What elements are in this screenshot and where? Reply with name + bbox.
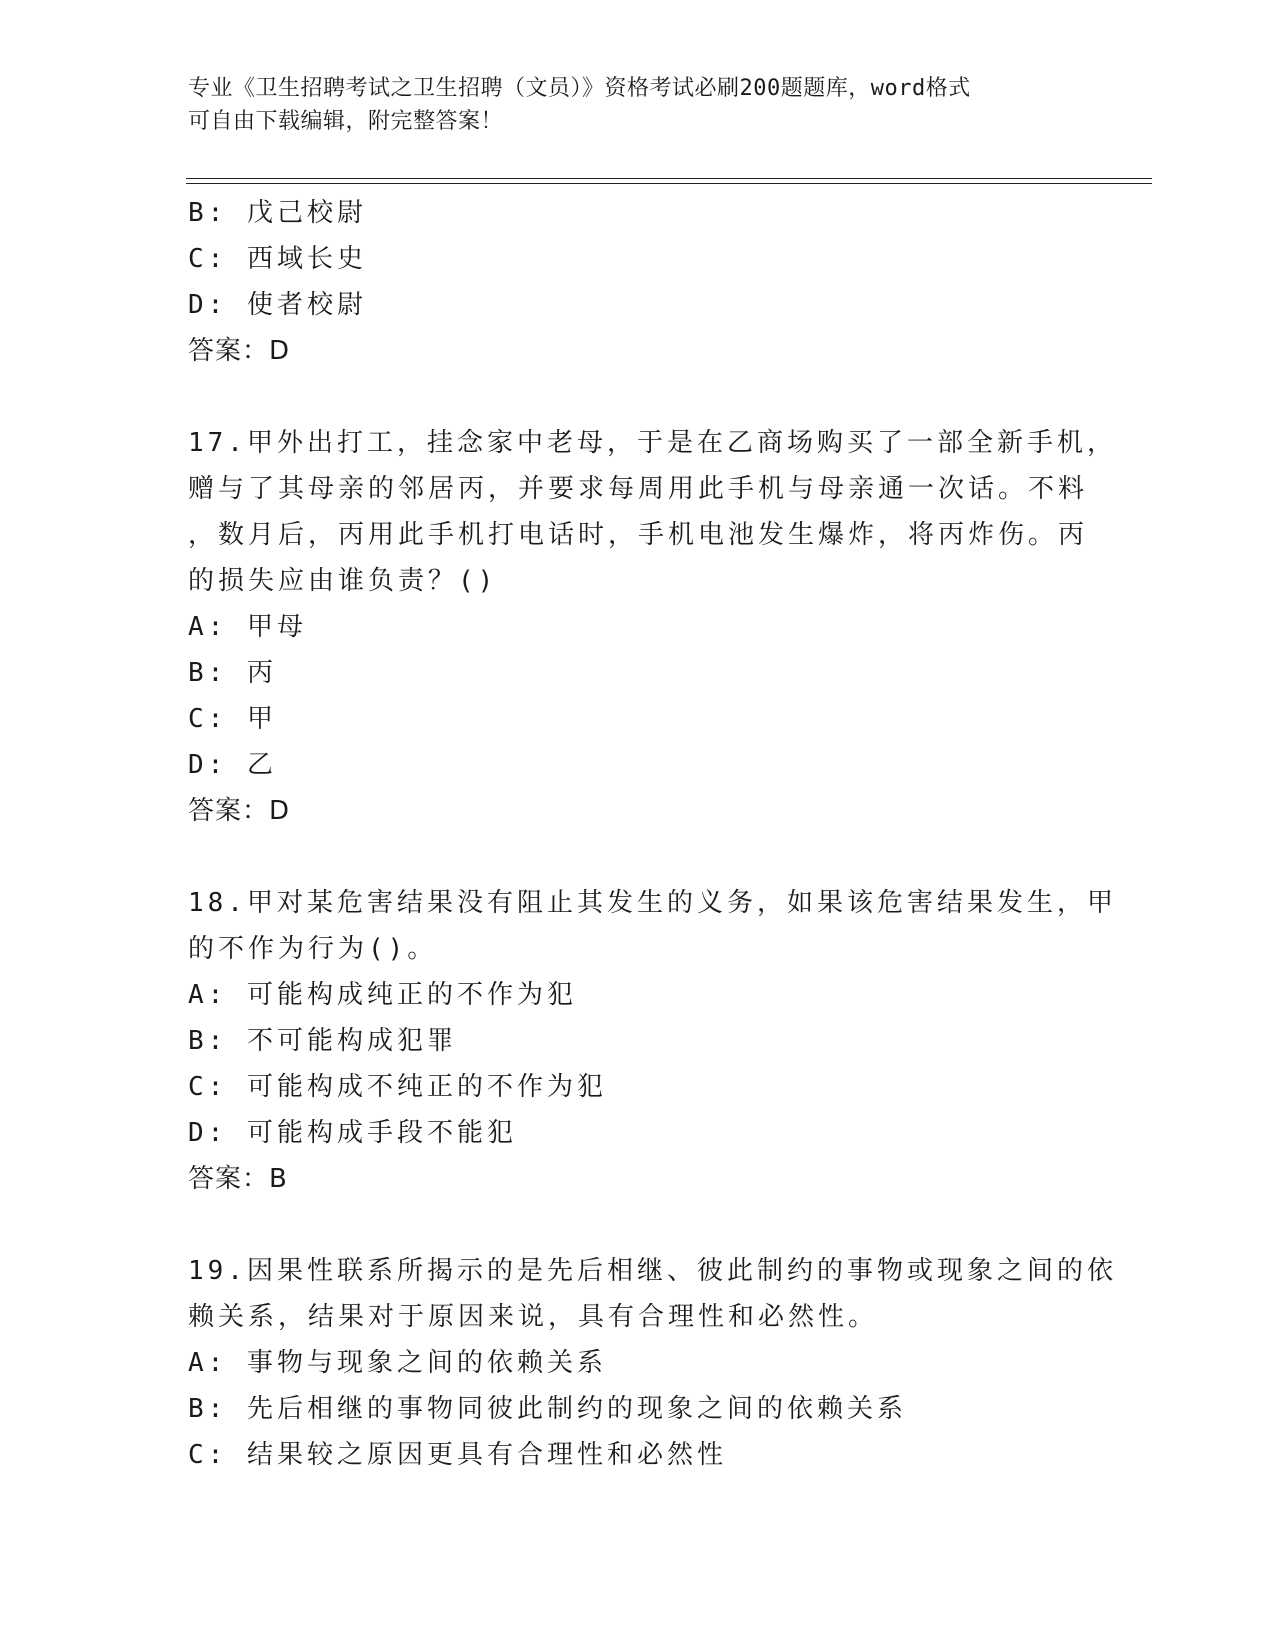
question-19 (188, 1248, 1117, 1478)
question-list (188, 190, 1117, 1478)
option-d: D: 使者校尉 (188, 290, 367, 320)
question-text-line: 赠与了其母亲的邻居丙，并要求每周用此手机与母亲通一次话。不料 (188, 474, 1089, 504)
option-d: D: 可能构成手段不能犯 (188, 1118, 517, 1148)
option-c: C: 甲 (188, 704, 277, 734)
option-b: B: 不可能构成犯罪 (188, 1026, 457, 1056)
option-a: A: 甲母 (188, 612, 307, 642)
spacer (188, 1202, 1088, 1248)
document-header (188, 72, 1068, 138)
option-c: C: 西域长史 (188, 244, 367, 274)
question-18 (188, 880, 1117, 1202)
option-a: A: 可能构成纯正的不作为犯 (188, 980, 577, 1010)
option-a: A: 事物与现象之间的依赖关系 (188, 1348, 607, 1378)
option-c: C: 结果较之原因更具有合理性和必然性 (188, 1440, 727, 1470)
question-text-line: 17.甲外出打工，挂念家中老母，于是在乙商场购买了一部全新手机， (188, 428, 1117, 458)
question-text-line: 19.因果性联系所揭示的是先后相继、彼此制约的事物或现象之间的依 (188, 1256, 1117, 1286)
header-line-2: 可自由下载编辑，附完整答案！ (188, 109, 504, 134)
answer-line: 答案：D (188, 336, 291, 366)
question-text-line: 赖关系，结果对于原因来说，具有合理性和必然性。 (188, 1302, 879, 1332)
answer-line: 答案：D (188, 796, 291, 826)
option-b: B: 先后相继的事物同彼此制约的现象之间的依赖关系 (188, 1394, 907, 1424)
spacer (188, 374, 1088, 420)
question-text-line: ，数月后，丙用此手机打电话时，手机电池发生爆炸，将丙炸伤。丙 (188, 520, 1089, 550)
header-divider-bottom (186, 183, 1152, 184)
question-text-line: 的损失应由谁负责？() (188, 566, 498, 596)
header-line-1: 专业《卫生招聘考试之卫生招聘（文员）》资格考试必刷200题题库，word格式 (188, 76, 971, 101)
option-b: B: 丙 (188, 658, 277, 688)
question-17 (188, 420, 1117, 834)
header-divider-top (186, 178, 1152, 179)
question-text-line: 18.甲对某危害结果没有阻止其发生的义务，如果该危害结果发生，甲 (188, 888, 1117, 918)
answer-line: 答案：B (188, 1164, 288, 1194)
spacer (188, 834, 1088, 880)
option-c: C: 可能构成不纯正的不作为犯 (188, 1072, 607, 1102)
option-b: B: 戊己校尉 (188, 198, 367, 228)
question-16-tail (188, 190, 1088, 374)
question-text-line: 的不作为行为()。 (188, 934, 438, 964)
option-d: D: 乙 (188, 750, 277, 780)
